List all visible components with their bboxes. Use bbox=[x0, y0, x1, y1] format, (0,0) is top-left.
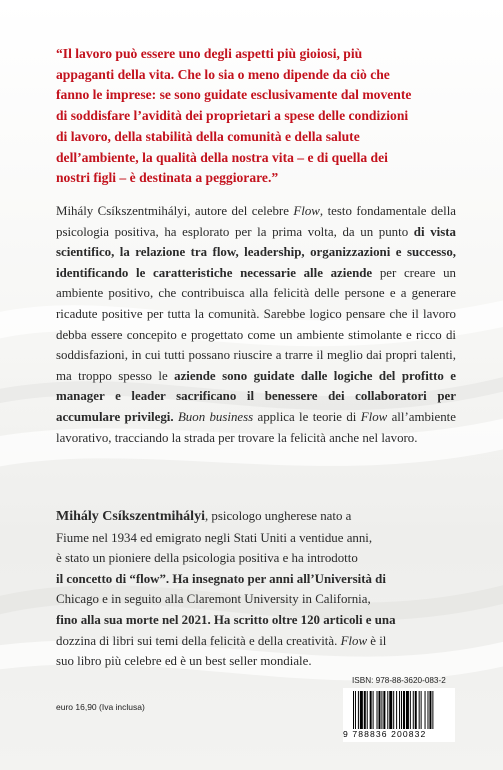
quote-line: appaganti della vita. Che lo sia o meno dipende da ciò che bbox=[56, 66, 390, 82]
desc-text: , testo fondamentale della psicologia positiva, ha esplorato per la prima volta, da un punto bbox=[56, 204, 457, 239]
author-name: Mihály Csíkszentmihályi bbox=[56, 509, 205, 524]
bio-line bbox=[56, 506, 456, 528]
barcode bbox=[343, 688, 455, 742]
bio-line: fino alla sua morte nel 2021. Ha scritto oltre 120 articoli e una bbox=[56, 612, 396, 627]
desc-bold: aziende sono guidate dalle logiche del profitto e manager e leader sacrificano il benessere dei collaboratori per accumulare privilegi. bbox=[56, 368, 456, 424]
quote-line: “Il lavoro può essere uno degli aspetti più gioiosi, più bbox=[56, 46, 363, 61]
bio-line: il concetto di “flow”. Ha insegnato per anni all’Università di bbox=[56, 571, 386, 586]
bio-line: Fiume nel 1934 ed emigrato negli Stati Uniti a ventidue anni, bbox=[56, 530, 373, 545]
bio-text: è il bbox=[367, 633, 387, 648]
quote-line: di lavoro, della stabilità della comunità e della salute bbox=[56, 128, 360, 144]
bio-line bbox=[56, 631, 456, 652]
desc-text: per creare un ambiente positivo, che contribuisca alla felicità delle persone e a generare ricadute positive per tutta la comunità. Sarebbe logico pensare che il lavoro debba essere concepito e progettato come un ambiente stimolante e ricco di soddisfazioni, in cui tutti possano riuscire a trarre il meglio dai propri talenti, ma troppo spesso le bbox=[56, 265, 456, 383]
quote-line: fanno le imprese: se sono guidate esclusivamente dal movente bbox=[56, 87, 412, 103]
desc-text: all’ambiente lavorativo, tracciando la strada per trovare la felicità anche nel lavoro. bbox=[56, 409, 456, 445]
desc-buon-business-title: Buon business bbox=[177, 409, 254, 424]
desc-flow-title: Flow bbox=[360, 409, 388, 424]
desc-text: applica le teorie di bbox=[253, 409, 361, 424]
quote-line: di soddisfare l’avidità dei proprietari a spese delle condizioni bbox=[56, 108, 409, 124]
author-bio bbox=[56, 506, 456, 672]
desc-flow-title: Flow bbox=[293, 204, 320, 218]
bio-text: dozzina di libri sui temi della felicità e della creatività. bbox=[56, 633, 341, 648]
desc-text: Mihály Csíkszentmihályi, autore del celebre bbox=[56, 204, 294, 218]
quote-line: dell’ambiente, la qualità della nostra vita – e di quella dei bbox=[56, 149, 388, 165]
book-description bbox=[56, 201, 456, 448]
quote-line: nostri figli – è destinata a peggiorare.” bbox=[56, 170, 279, 186]
quote-block bbox=[56, 44, 456, 189]
price-label: euro 16,90 (Iva inclusa) bbox=[56, 702, 145, 712]
barcode-digits: 9 788836 200832 bbox=[343, 729, 427, 739]
barcode-icon bbox=[353, 691, 445, 729]
bio-line: suo libro più celebre ed è un best seller mondiale. bbox=[56, 654, 312, 669]
bio-flow-title: Flow bbox=[340, 633, 368, 648]
bio-line: è stato un pioniere della psicologia positiva e ha introdotto bbox=[56, 551, 358, 566]
bio-line: Chicago e in seguito alla Claremont University in California, bbox=[56, 592, 371, 607]
desc-bold: di vista scientifico, la relazione tra flow, leadership, organizzazioni e successo, identificando le caratteristiche necessarie alle aziende bbox=[56, 224, 456, 280]
bio-text: , psicologo ungherese nato a bbox=[204, 509, 352, 523]
isbn-label: ISBN: 978-88-3620-083-2 bbox=[352, 676, 446, 685]
